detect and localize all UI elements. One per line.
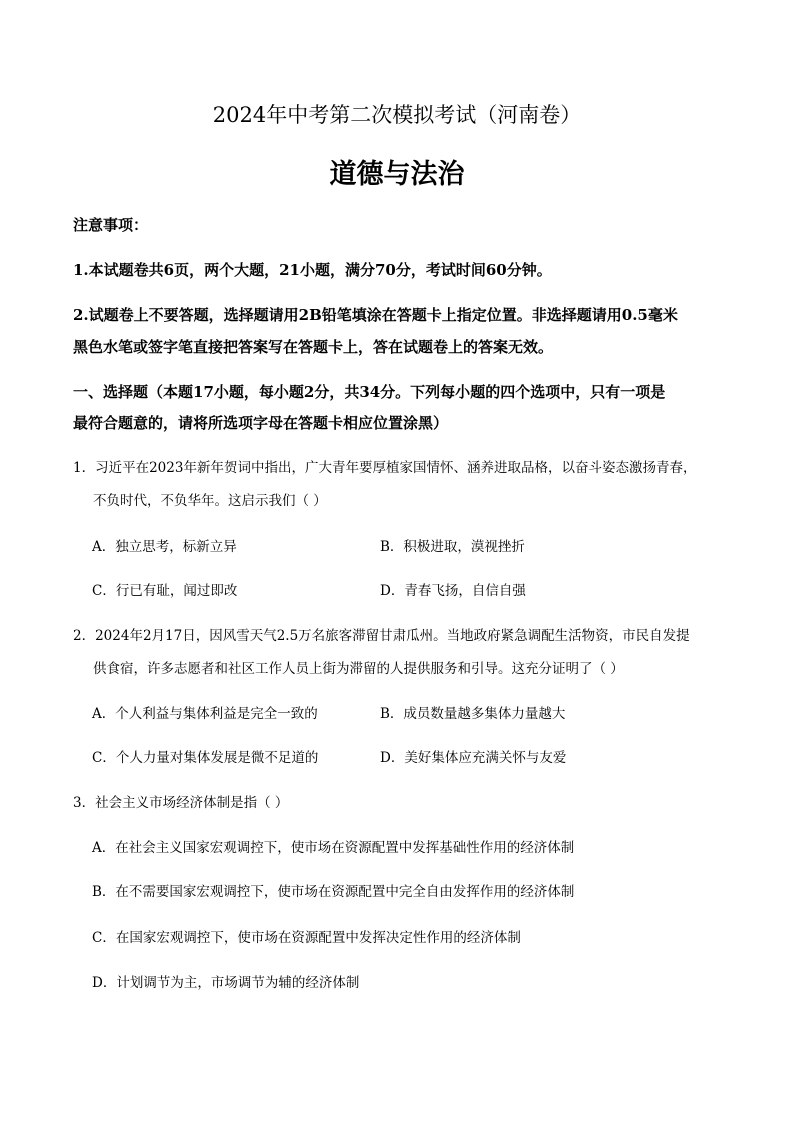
notice-item-2-line-2: 黑色水笔或签字笔直接把答案写在答题卡上，答在试题卷上的答案无效。 [73,338,554,356]
question-2-stem-line-1: 2．2024年2月17日，因风雪天气2.5万名旅客滞留甘肃瓜州。当地政府紧急调配生活物资，市民自发提 [73,628,690,644]
section-heading-line-2: 最符合题意的，请将所选项字母在答题卡相应位置涂黑） [73,414,449,432]
question-1-option-b: B．积极进取，漠视挫折 [380,539,525,555]
question-1-stem-line-1: 1．习近平在2023年新年贺词中指出，广大青年要厚植家国情怀、涵养进取品格，以奋斗姿态激扬青春， [73,460,697,476]
question-1-option-d: D．青春飞扬，自信自强 [380,583,526,599]
notice-heading: 注意事项： [73,216,149,234]
section-heading-line-1: 一、选择题（本题17小题，每小题2分，共34分。下列每小题的四个选项中，只有一项是 [73,383,666,401]
question-2-option-b: B．成员数量越多集体力量越大 [380,706,566,722]
question-1-stem-line-2: 不负时代，不负华年。这启示我们（ ） [93,493,327,509]
question-1-option-a: A．独立思考，标新立异 [92,539,237,555]
question-3-option-b: B．在不需要国家宏观调控下，使市场在资源配置中完全自由发挥作用的经济体制 [92,884,575,900]
notice-item-2-line-1: 2.试题卷上不要答题，选择题请用2B铅笔填涂在答题卡上指定位置。非选择题请用0.5毫米 [73,306,678,324]
question-2-stem-line-2: 供食宿，许多志愿者和社区工作人员上街为滞留的人提供服务和引导。这充分证明了（ ） [93,661,624,677]
question-3-option-c: C．在国家宏观调控下，使市场在资源配置中发挥决定性作用的经济体制 [92,930,521,946]
question-2-option-c: C．个人力量对集体发展是微不足道的 [92,750,319,766]
exam-title: 2024年中考第二次模拟考试（河南卷） [212,103,582,127]
question-3-option-a: A．在社会主义国家宏观调控下，使市场在资源配置中发挥基础性作用的经济体制 [92,840,575,856]
subject-title: 道德与法治 [329,159,465,190]
question-2-option-a: A．个人利益与集体利益是完全一致的 [92,706,318,722]
question-2-option-d: D．美好集体应充满关怀与友爱 [380,750,567,766]
question-3-option-d: D．计划调节为主，市场调节为辅的经济体制 [92,975,360,991]
notice-item-1: 1.本试题卷共6页，两个大题，21小题，满分70分，考试时间60分钟。 [73,261,552,279]
question-1-option-c: C．行已有耻，闻过即改 [92,583,238,599]
question-3-stem-line-1: 3．社会主义市场经济体制是指（ ） [73,795,289,811]
